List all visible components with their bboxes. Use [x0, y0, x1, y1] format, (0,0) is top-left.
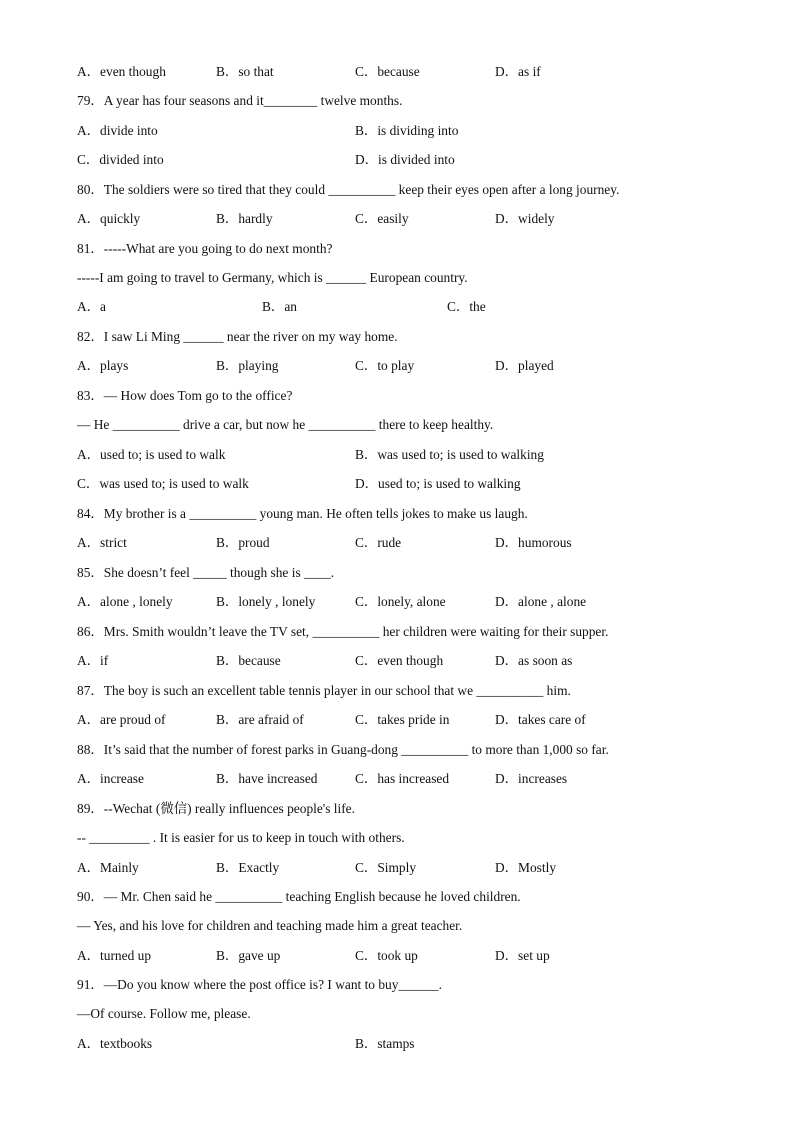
- option-b: B．have increased: [216, 771, 318, 786]
- option-d: D．played: [495, 358, 554, 373]
- question-90-reply: — Yes, and his love for children and teaching made him a great teacher.: [77, 918, 463, 933]
- option-b: B．hardly: [216, 211, 273, 226]
- option-c: C．even though: [355, 653, 444, 668]
- question-81-stem: 81．-----What are you going to do next month?: [77, 241, 333, 256]
- option-b: B．stamps: [355, 1036, 415, 1051]
- option-d: D．Mostly: [495, 860, 557, 875]
- option-b: B．are afraid of: [216, 712, 304, 727]
- option-a: A．textbooks: [77, 1036, 153, 1051]
- option-a: A．even though: [77, 64, 166, 79]
- option-d: D．increases: [495, 771, 568, 786]
- option-d: D．widely: [495, 211, 555, 226]
- question-80-stem: 80．The soldiers were so tired that they could __________ keep their eyes open after a long journey.: [77, 182, 620, 197]
- option-b: B．was used to; is used to walking: [355, 447, 544, 462]
- option-row: [77, 591, 760, 613]
- question-83-stem: 83．— How does Tom go to the office?: [77, 388, 293, 403]
- option-row: [77, 709, 760, 731]
- option-b: B．lonely , lonely: [216, 594, 316, 609]
- option-a: A．increase: [77, 771, 144, 786]
- option-a: A．Mainly: [77, 860, 139, 875]
- question-88-stem: 88．It’s said that the number of forest parks in Guang-dong __________ to more than 1,000 so far.: [77, 742, 609, 757]
- option-c: C．has increased: [355, 771, 450, 786]
- option-a: A．if: [77, 653, 109, 668]
- option-b: B．playing: [216, 358, 279, 373]
- option-row: [77, 355, 760, 377]
- option-a: A．divide into: [77, 123, 158, 138]
- option-c: C．Simply: [355, 860, 417, 875]
- question-85-stem: 85．She doesn’t feel _____ though she is ____.: [77, 565, 335, 580]
- question-81-reply: -----I am going to travel to Germany, which is ______ European country.: [77, 270, 468, 285]
- option-b: B．gave up: [216, 948, 281, 963]
- option-row: [77, 650, 760, 672]
- option-b: B．proud: [216, 535, 270, 550]
- option-c: C．because: [355, 64, 420, 79]
- option-row: [77, 296, 760, 318]
- option-a: A．are proud of: [77, 712, 166, 727]
- option-row: [77, 1033, 760, 1055]
- option-c: C．took up: [355, 948, 418, 963]
- option-row: [77, 208, 760, 230]
- option-row: [77, 532, 760, 554]
- option-c: C．to play: [355, 358, 415, 373]
- option-row: [77, 768, 760, 790]
- option-d: D．set up: [495, 948, 550, 963]
- option-c: C．the: [447, 299, 486, 314]
- question-82-stem: 82．I saw Li Ming ______ near the river on my way home.: [77, 329, 398, 344]
- question-89-reply: -- _________ . It is easier for us to keep in touch with others.: [77, 830, 405, 845]
- question-86-stem: 86．Mrs. Smith wouldn’t leave the TV set, __________ her children were waiting for their supper.: [77, 624, 609, 639]
- option-b: B．so that: [216, 64, 274, 79]
- option-c: C．takes pride in: [355, 712, 450, 727]
- option-d: D．takes care of: [495, 712, 586, 727]
- question-87-stem: 87．The boy is such an excellent table tennis player in our school that we __________ him.: [77, 683, 571, 698]
- option-a: A．quickly: [77, 211, 141, 226]
- option-b: B．because: [216, 653, 281, 668]
- question-90-stem: 90．— Mr. Chen said he __________ teaching English because he loved children.: [77, 889, 521, 904]
- option-b: B．an: [262, 299, 297, 314]
- option-a: A．a: [77, 299, 107, 314]
- option-b: B．is dividing into: [355, 123, 459, 138]
- option-c: C．was used to; is used to walk: [77, 476, 249, 491]
- option-row: [77, 120, 760, 142]
- option-a: A．turned up: [77, 948, 152, 963]
- option-c: C．divided into: [77, 152, 164, 167]
- option-a: A．alone , lonely: [77, 594, 173, 609]
- option-c: C．rude: [355, 535, 402, 550]
- option-row: [77, 61, 760, 83]
- option-b: B．Exactly: [216, 860, 280, 875]
- option-d: D．as soon as: [495, 653, 573, 668]
- option-c: C．easily: [355, 211, 409, 226]
- question-91-stem: 91．—Do you know where the post office is? I want to buy______.: [77, 977, 442, 992]
- option-d: D．used to; is used to walking: [355, 476, 521, 491]
- option-a: A．used to; is used to walk: [77, 447, 226, 462]
- option-row: [77, 857, 760, 879]
- question-83-reply: — He __________ drive a car, but now he __________ there to keep healthy.: [77, 417, 494, 432]
- option-c: C．lonely, alone: [355, 594, 446, 609]
- option-row: [77, 945, 760, 967]
- question-91-reply: —Of course. Follow me, please.: [77, 1006, 251, 1021]
- option-row: [77, 149, 760, 171]
- option-d: D．as if: [495, 64, 541, 79]
- question-84-stem: 84．My brother is a __________ young man. He often tells jokes to make us laugh.: [77, 506, 528, 521]
- option-d: D．is divided into: [355, 152, 455, 167]
- option-a: A．strict: [77, 535, 127, 550]
- option-d: D．humorous: [495, 535, 572, 550]
- option-row: [77, 444, 760, 466]
- option-row: [77, 473, 760, 495]
- question-79-stem: 79．A year has four seasons and it________ twelve months.: [77, 93, 403, 108]
- question-89-stem: 89．--Wechat (微信) really influences people's life.: [77, 801, 355, 816]
- option-a: A．plays: [77, 358, 129, 373]
- option-d: D．alone , alone: [495, 594, 587, 609]
